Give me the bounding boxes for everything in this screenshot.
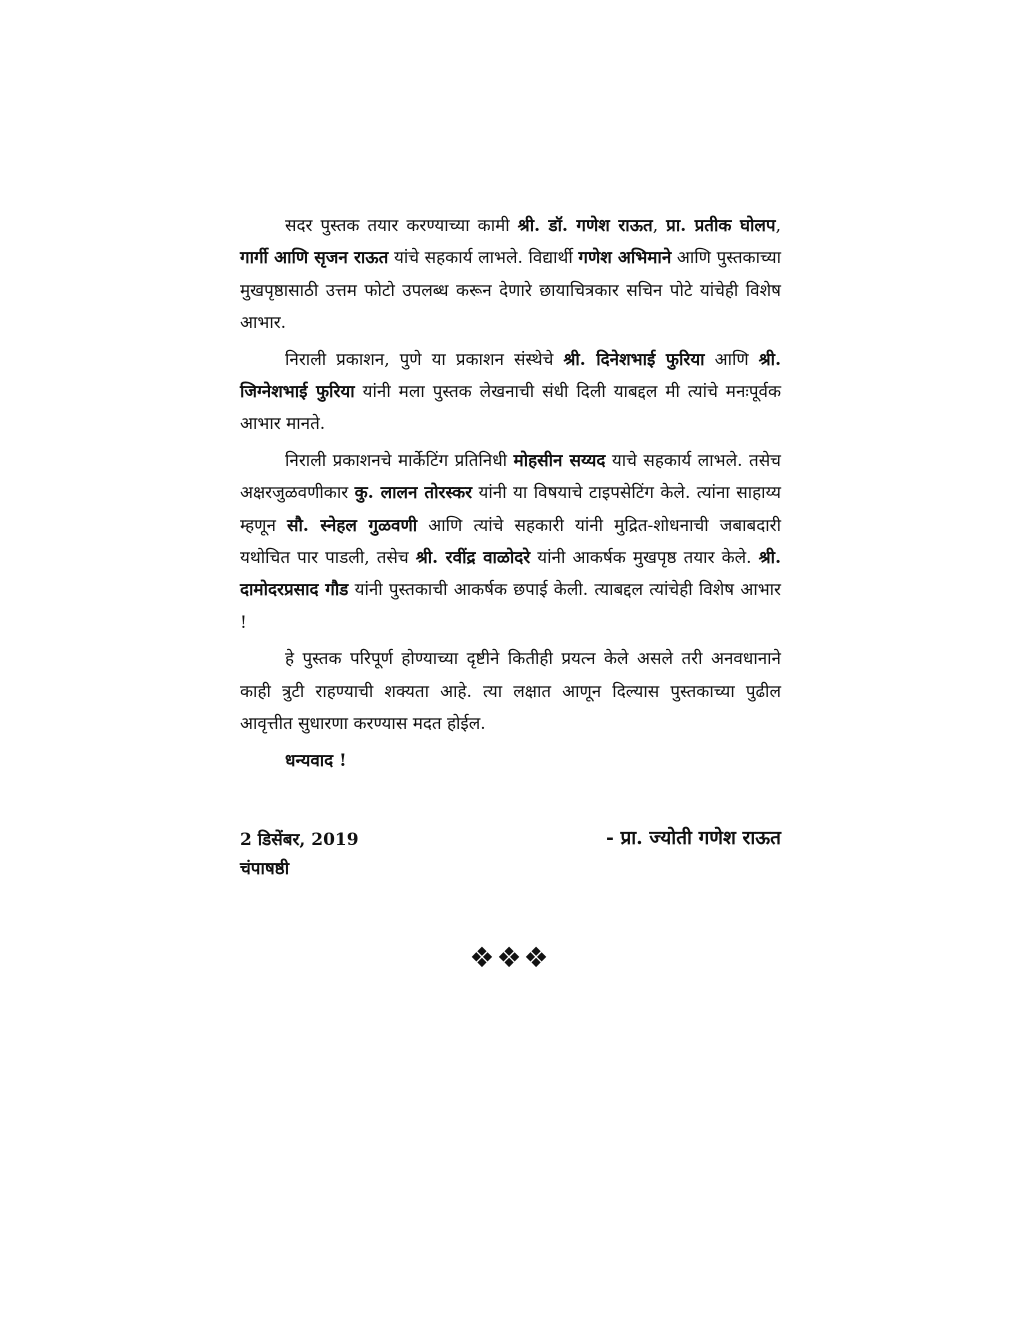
segment: सदर पुस्तक तयार करण्याच्या कामी [285, 216, 518, 236]
author-signature: - प्रा. ज्योती गणेश राऊत [605, 827, 781, 849]
person-name: गार्गी आणि सृजन राऊत [240, 248, 389, 269]
segment: यांनी या विषयाचे टाइपसेटिंग केले. त्यांना साहाय्य म्हणून [240, 483, 781, 536]
segment: निराली प्रकाशनचे मार्केटिंग प्रतिनिधी [285, 450, 514, 471]
segment: यांनी पुस्तकाची आकर्षक छपाई केली. त्याबद्दल त्यांचेही विशेष आभार ! [240, 580, 781, 633]
segment: आणि त्यांचे सहकारी यांनी मुद्रित-शोधनाची जबाबदारी यथोचित पार पाडली, तसेच [240, 515, 781, 569]
person-name: प्रा. प्रतीक घोलप [666, 216, 776, 236]
person-name: कु. लालन तोरस्कर [354, 483, 473, 504]
person-name: श्री. जिग्नेशभाई फुरिया [240, 349, 781, 403]
person-name: श्री. दिनेशभाई फुरिया [563, 349, 705, 370]
paragraph-2 [240, 344, 781, 441]
paragraph-4 [240, 643, 781, 740]
person-name: सौ. स्नेहल गुळवणी [287, 515, 418, 536]
person-name: श्री. रवींद्र वाळोदरे [415, 548, 531, 569]
date: 2 डिसेंबर, 2019 [240, 830, 359, 850]
ornament-divider: ❖❖❖ [469, 941, 551, 974]
paragraph-1 [240, 210, 781, 340]
segment: यांचे सहकार्य लाभले. विद्यार्थी [388, 248, 579, 269]
person-name: मोहसीन सय्यद [513, 450, 606, 471]
segment: यांनी मला पुस्तक लेखनाची संधी दिली याबद्दल मी त्यांचे मनःपूर्वक आभार मानते. [240, 382, 782, 435]
thanks-line: धन्यवाद ! [285, 750, 347, 771]
segment: निराली प्रकाशन, पुणे या प्रकाशन संस्थेचे [285, 349, 564, 370]
segment: हे पुस्तक परिपूर्ण होण्याच्या दृष्टीने कितीही प्रयत्न केले असले तरी अनवधानाने काही त्रुटी राहण्याची शक्यता आहे. त्या लक्षात आणून दिल्यास पुस्तकाच्या पुढील आवृत्तीत सुधारणा करण्यास मदत होईल. [240, 649, 781, 735]
person-name: श्री. दामोदरप्रसाद गौड [240, 548, 781, 601]
segment: , [652, 216, 667, 236]
segment: याचे सहकार्य लाभले. तसेच अक्षरजुळवणीकार [240, 450, 781, 504]
segment: आणि [704, 349, 759, 370]
segment: आणि पुस्तकाच्या मुखपृष्ठासाठी उत्तम फोटो उपलब्ध करून देणारे छायाचित्रकार सचिन पोटे यांचेही विशेष आभार. [240, 248, 781, 334]
place: चंपाषष्ठी [240, 859, 290, 879]
segment: यांनी आकर्षक मुखपृष्ठ तयार केले. [530, 548, 759, 569]
person-name: गणेश अभिमाने [578, 248, 672, 269]
acknowledgement-body [240, 210, 781, 777]
segment: , [775, 216, 781, 236]
person-name: श्री. डॉ. गणेश राऊत [517, 216, 653, 236]
paragraph-3 [240, 445, 781, 639]
